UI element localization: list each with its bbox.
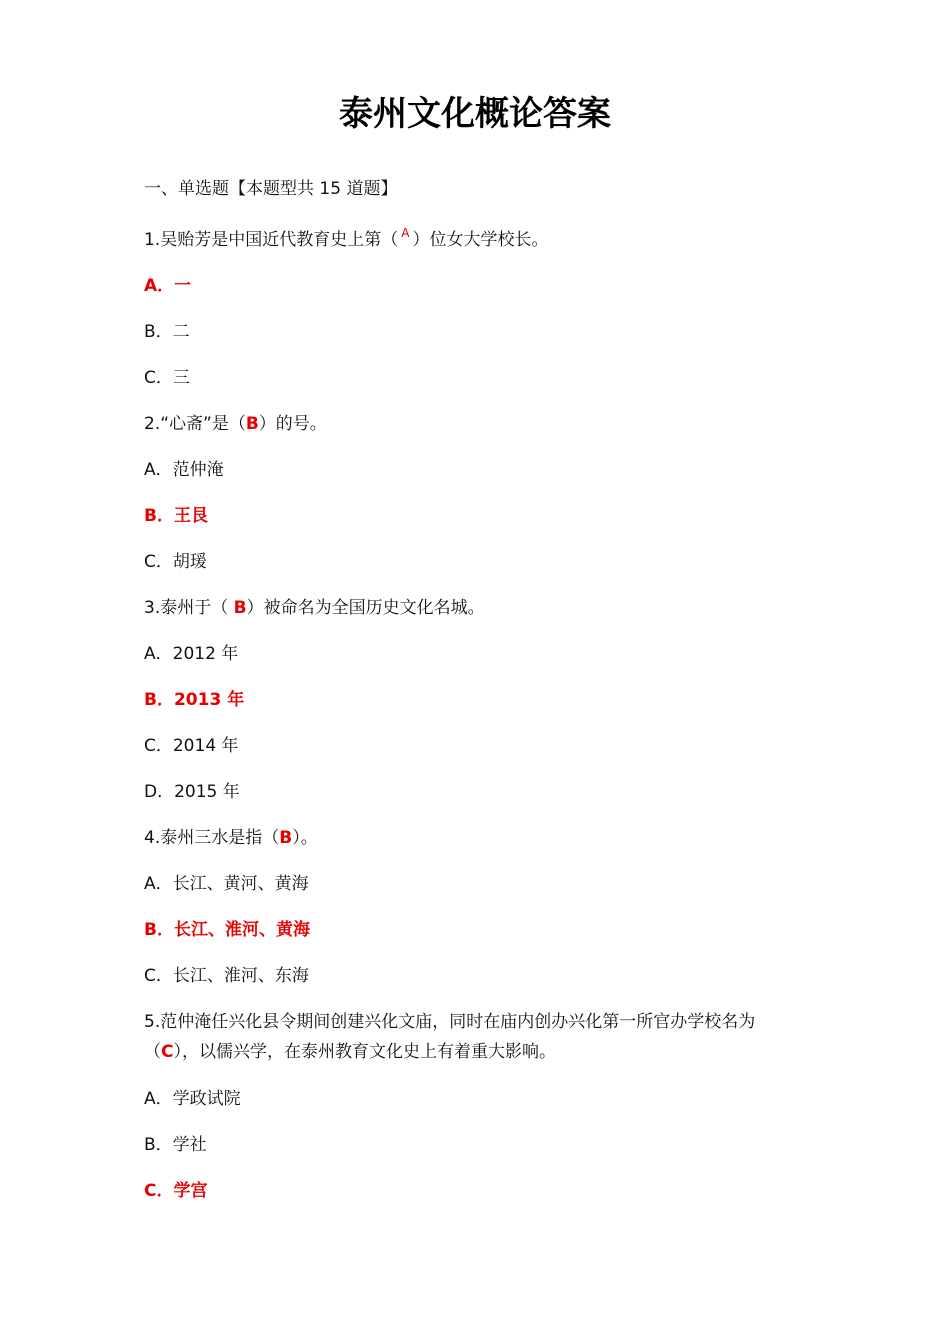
- question-4-text-after: ）。: [292, 828, 318, 848]
- question-5-stem-line-2: [144, 1040, 556, 1064]
- question-5-option-c: C．学宫: [144, 1181, 208, 1201]
- question-5-option-a: A．学政试院: [144, 1089, 241, 1109]
- question-2-option-b: B．王艮: [144, 506, 208, 526]
- question-1-answer: A: [401, 226, 410, 240]
- question-2-option-a: A．范仲淹: [144, 460, 224, 480]
- question-3-text-after: ）被命名为全国历史文化名城。: [246, 598, 485, 618]
- question-1-stem: [144, 228, 548, 253]
- question-3-stem: [144, 596, 485, 620]
- question-2-text-before: 2.“心斋”是（: [144, 414, 246, 434]
- document-title: 泰州文化概论答案: [339, 94, 611, 134]
- question-3-answer: B: [233, 598, 247, 618]
- question-5-text-after: ），以儒兴学，在泰州教育文化史上有着重大影响。: [173, 1042, 556, 1062]
- question-4-option-a: A．长江、黄河、黄海: [144, 874, 309, 894]
- question-2-answer: B: [245, 414, 259, 434]
- question-4-option-b: B．长江、淮河、黄海: [144, 920, 310, 940]
- question-3-option-b: B．2013 年: [144, 690, 245, 710]
- question-4-stem: [144, 826, 318, 850]
- question-1-option-c: C．三: [144, 368, 190, 388]
- question-1-text-after: ）位女大学校长。: [412, 230, 549, 250]
- question-5-text-before: （: [144, 1042, 161, 1062]
- question-5-option-b: B．学社: [144, 1135, 207, 1155]
- question-3-option-a: A．2012 年: [144, 644, 239, 664]
- question-2-text-after: ）的号。: [258, 414, 327, 434]
- question-3-option-c: C．2014 年: [144, 736, 239, 756]
- question-2-option-c: C．胡瑗: [144, 552, 207, 572]
- question-3-option-d: D．2015 年: [144, 782, 240, 802]
- question-3-text-before: 3.泰州于（: [144, 598, 234, 618]
- section-heading: 一、单选题【本题型共 15 道题】: [144, 179, 398, 199]
- question-4-text-before: 4.泰州三水是指（: [144, 828, 280, 848]
- question-2-stem: [144, 412, 327, 436]
- question-5-stem-line-1: 5.范仲淹任兴化县令期间创建兴化文庙，同时在庙内创办兴化第一所官办学校名为: [144, 1012, 756, 1032]
- question-5-answer: C: [161, 1042, 174, 1062]
- question-1-option-b: B．二: [144, 322, 190, 342]
- question-1-option-a: A．一: [144, 276, 192, 296]
- question-4-answer: B: [279, 828, 293, 848]
- question-1-text-before: 1.吴贻芳是中国近代教育史上第（: [144, 230, 399, 250]
- question-4-option-c: C．长江、淮河、东海: [144, 966, 309, 986]
